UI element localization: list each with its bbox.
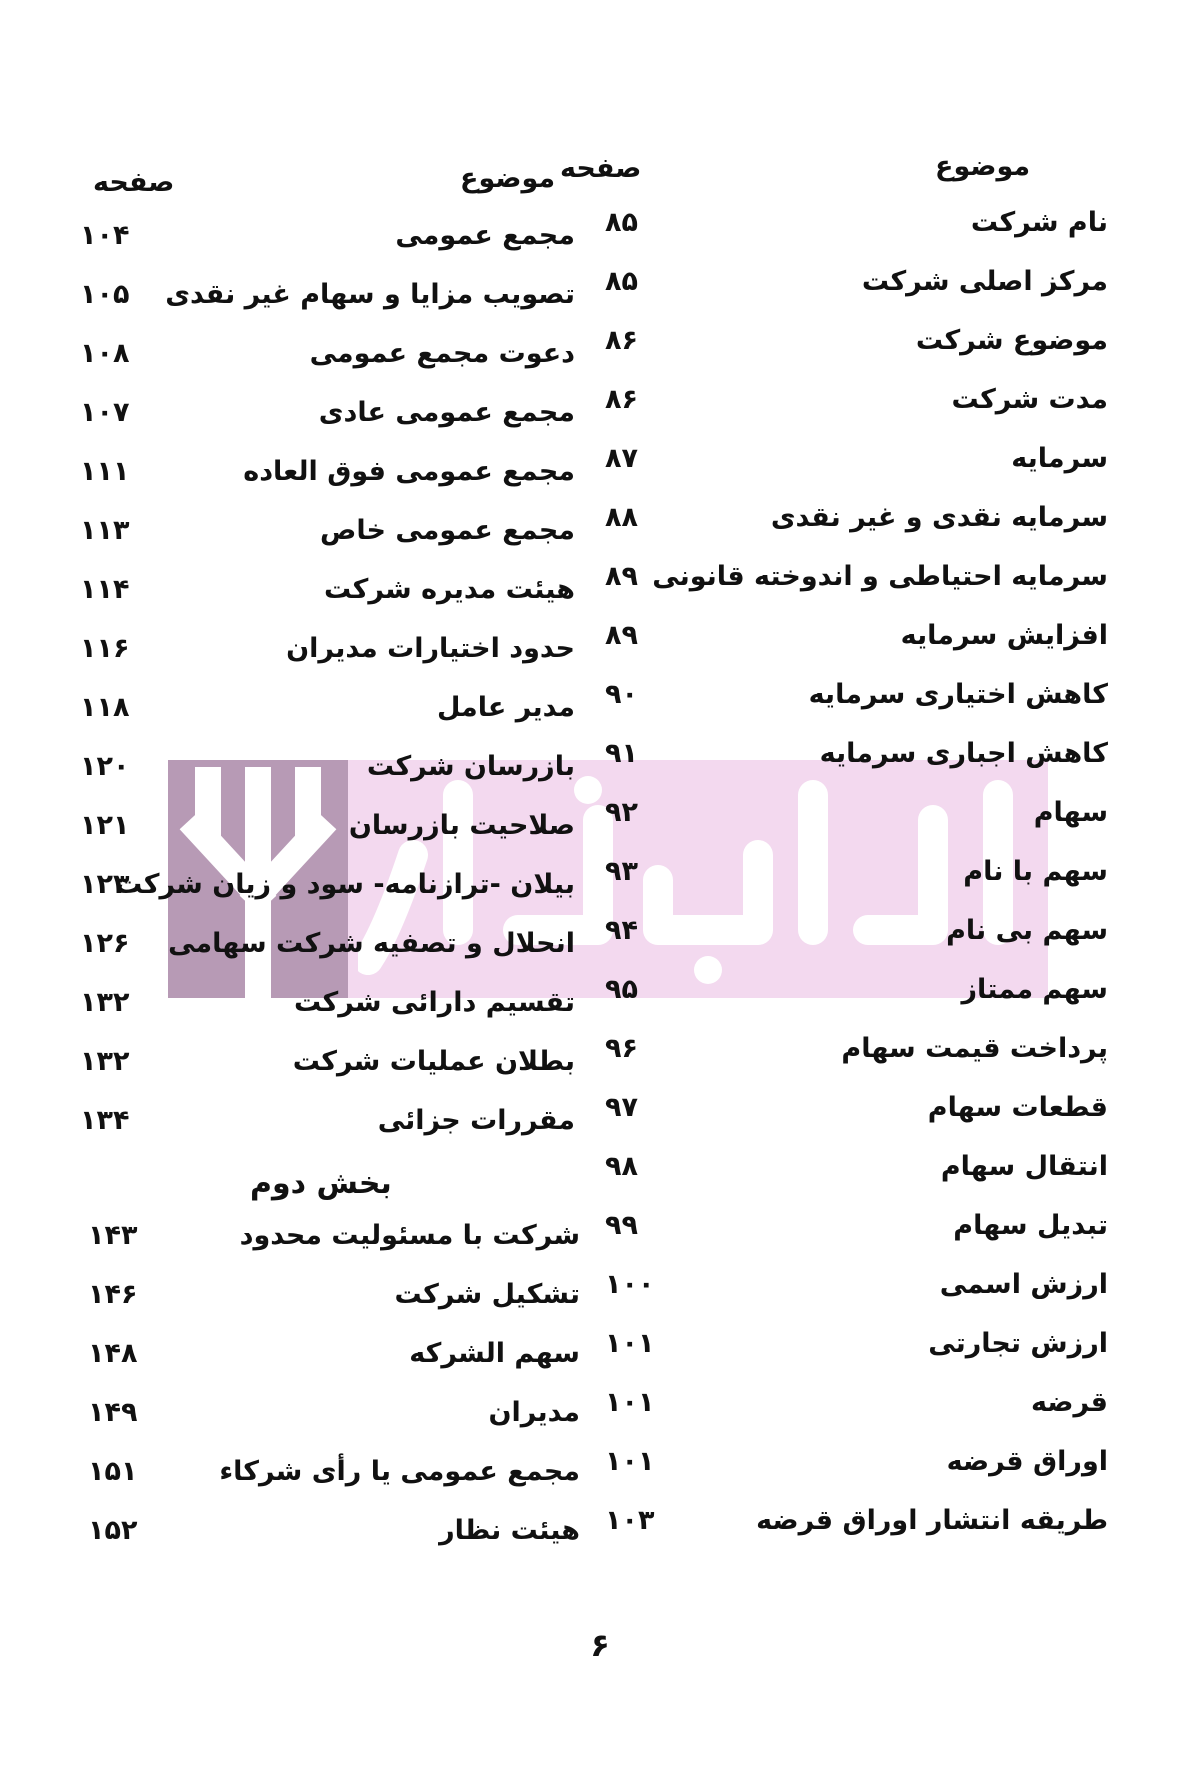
toc-entry-page: ۱۱۶ [80,633,130,664]
toc-entry [0,1101,1197,1141]
toc-entry-page: ۱۰۸ [80,338,130,369]
toc-entry-topic: اوراق قرضه [946,1446,1108,1477]
toc-entry [0,1452,1197,1492]
toc-entry-page: ۱۰۰ [605,1269,655,1300]
toc-entry-page: ۹۶ [605,1033,638,1064]
toc-entry-page: ۹۸ [605,1151,638,1182]
toc-entry-page: ۸۶ [605,384,638,415]
toc-entry-topic: تصویب مزایا و سهام غیر نقدی [165,279,575,310]
toc-entry-page: ۹۴ [605,915,638,946]
toc-entry-page: ۸۵ [605,266,638,297]
toc-entry-topic: انحلال و تصفیه شرکت سهامی [168,928,575,959]
toc-entry-page: ۱۱۳ [80,515,130,546]
toc-entry [0,216,1197,256]
toc-entry-topic: دعوت مجمع عمومی [309,338,575,369]
toc-entry-page: ۸۹ [605,561,638,592]
toc-entry-topic: قرضه [1031,1387,1108,1418]
toc-entry-topic: مجمع عمومی [395,220,575,251]
toc-entry [0,452,1197,492]
toc-entry-topic: مقررات جزائی [377,1105,575,1136]
toc-entry-topic: ارزش تجارتی [928,1328,1108,1359]
toc-entry-topic: قطعات سهام [927,1092,1108,1123]
toc-entry-page: ۱۰۱ [605,1328,655,1359]
toc-entry-page: ۹۲ [605,797,638,828]
toc-entry-page: ۸۹ [605,620,638,651]
toc-entry-topic: مرکز اصلی شرکت [861,266,1108,297]
toc-entry-topic: شرکت با مسئولیت محدود [239,1220,580,1251]
toc-entry-topic: انتقال سهام [940,1151,1108,1182]
toc-entry-topic: تشکیل شرکت [394,1279,580,1310]
toc-entry-topic: سهم بی نام [946,915,1108,946]
toc-entry-topic: نام شرکت [970,207,1108,238]
toc-entry-page: ۸۵ [605,207,638,238]
toc-entry [0,747,1197,787]
toc-entry-topic: سرمایه نقدی و غیر نقدی [770,502,1108,533]
toc-entry [0,806,1197,846]
toc-entry-topic: مجمع عمومی یا رأی شرکاء [219,1456,580,1487]
toc-entry-page: ۱۵۱ [88,1456,138,1487]
toc-entry-topic: ارزش اسمی [939,1269,1108,1300]
toc-entry [0,334,1197,374]
section-two-title: بخش دوم [250,1166,392,1201]
toc-entry-topic: موضوع شرکت [915,325,1108,356]
toc-entry-page: ۱۰۱ [605,1387,655,1418]
toc-entry [0,570,1197,610]
toc-entry-page: ۱۲۰ [80,751,130,782]
toc-entry-page: ۱۴۶ [88,1279,138,1310]
toc-entry-topic: هیئت نظار [439,1515,580,1546]
toc-entry-page: ۱۴۹ [88,1397,138,1428]
toc-entry-topic: مجمع عمومی عادی [318,397,575,428]
toc-entry-page: ۱۰۱ [605,1446,655,1477]
toc-entry-page: ۱۱۴ [80,574,130,605]
toc-entry-topic: افزایش سرمایه [900,620,1108,651]
toc-entry-page: ۸۸ [605,502,638,533]
toc-entry-page: ۸۶ [605,325,638,356]
header-left-page: صفحه [93,167,175,198]
toc-entry-topic: سهام [1033,797,1108,828]
toc-entry-page: ۱۰۷ [80,397,130,428]
toc-entry [0,1334,1197,1374]
toc-entry-topic: مجمع عمومی خاص [320,515,575,546]
toc-entry-topic: سهم ممتاز [961,974,1108,1005]
toc-entry-topic: سهم با نام [963,856,1108,887]
toc-entry-page: ۱۱۸ [80,692,130,723]
toc-entry-page: ۱۵۲ [88,1515,138,1546]
toc-entry [0,275,1197,315]
toc-entry [0,1511,1197,1551]
toc-entry-page: ۱۲۳ [80,869,130,900]
toc-entry-topic: مدیران [488,1397,580,1428]
toc-entry-page: ۱۳۴ [80,1105,130,1136]
toc-entry-topic: پرداخت قیمت سهام [841,1033,1108,1064]
toc-entry-page: ۹۵ [605,974,638,1005]
toc-entry-page: ۱۲۶ [80,928,130,959]
toc-entry-topic: کاهش اختیاری سرمایه [808,679,1108,710]
header-left-topic: موضوع [460,163,556,194]
toc-entry-page: ۱۳۲ [80,1046,130,1077]
toc-entry-page: ۱۰۵ [80,279,130,310]
toc-entry-topic: حدود اختیارات مدیران [286,633,575,664]
toc-entry [0,1147,1197,1187]
toc-entry-page: ۱۴۸ [88,1338,138,1369]
toc-entry-page: ۹۳ [605,856,638,887]
page-number: ۶ [590,1626,610,1664]
header-right-page: صفحه [560,153,642,184]
toc-entry-topic: بطلان عملیات شرکت [292,1046,575,1077]
toc-entry-page: ۱۳۲ [80,987,130,1018]
toc-entry-topic: مدیر عامل [436,692,575,723]
header-right-topic: موضوع [935,151,1031,182]
toc-entry-page: ۱۲۱ [80,810,130,841]
toc-entry-topic: هیئت مدیره شرکت [324,574,575,605]
toc-entry-topic: سرمایه [1011,443,1108,474]
toc-entry [0,511,1197,551]
toc-entry-page: ۹۱ [605,738,638,769]
toc-entry-topic: بیلان -ترازنامه- سود و زیان شرکت [115,869,575,900]
toc-entry-page: ۹۹ [605,1210,638,1241]
toc-entry-page: ۱۱۱ [80,456,130,487]
toc-entry-topic: تقسیم دارائی شرکت [293,987,575,1018]
toc-entry [0,865,1197,905]
toc-entry-page: ۹۰ [605,679,638,710]
toc-entry-topic: سهم الشرکه [409,1338,580,1369]
toc-entry [0,1275,1197,1315]
toc-entry-topic: صلاحیت بازرسان [348,810,575,841]
toc-entry-topic: سرمایه احتیاطی و اندوخته قانونی [652,561,1108,592]
toc-entry-topic: کاهش اجباری سرمایه [819,738,1108,769]
toc-entry [0,1393,1197,1433]
toc-entry [0,1042,1197,1082]
toc-entry [0,688,1197,728]
toc-entry-topic: طریقه انتشار اوراق قرضه [756,1505,1108,1536]
toc-entry [0,983,1197,1023]
toc-entry [0,924,1197,964]
toc-entry-page: ۱۰۴ [80,220,130,251]
toc-entry [0,1216,1197,1256]
toc-entry-topic: مدت شرکت [951,384,1108,415]
toc-entry [0,629,1197,669]
toc-entry-page: ۱۴۳ [88,1220,138,1251]
toc-entry-topic: مجمع عمومی فوق العاده [243,456,575,487]
toc-entry [0,393,1197,433]
toc-entry-topic: تبدیل سهام [953,1210,1108,1241]
toc-entry-page: ۹۷ [605,1092,638,1123]
toc-entry-page: ۱۰۳ [605,1505,655,1536]
toc-entry-page: ۸۷ [605,443,638,474]
toc-entry-topic: بازرسان شرکت [366,751,575,782]
